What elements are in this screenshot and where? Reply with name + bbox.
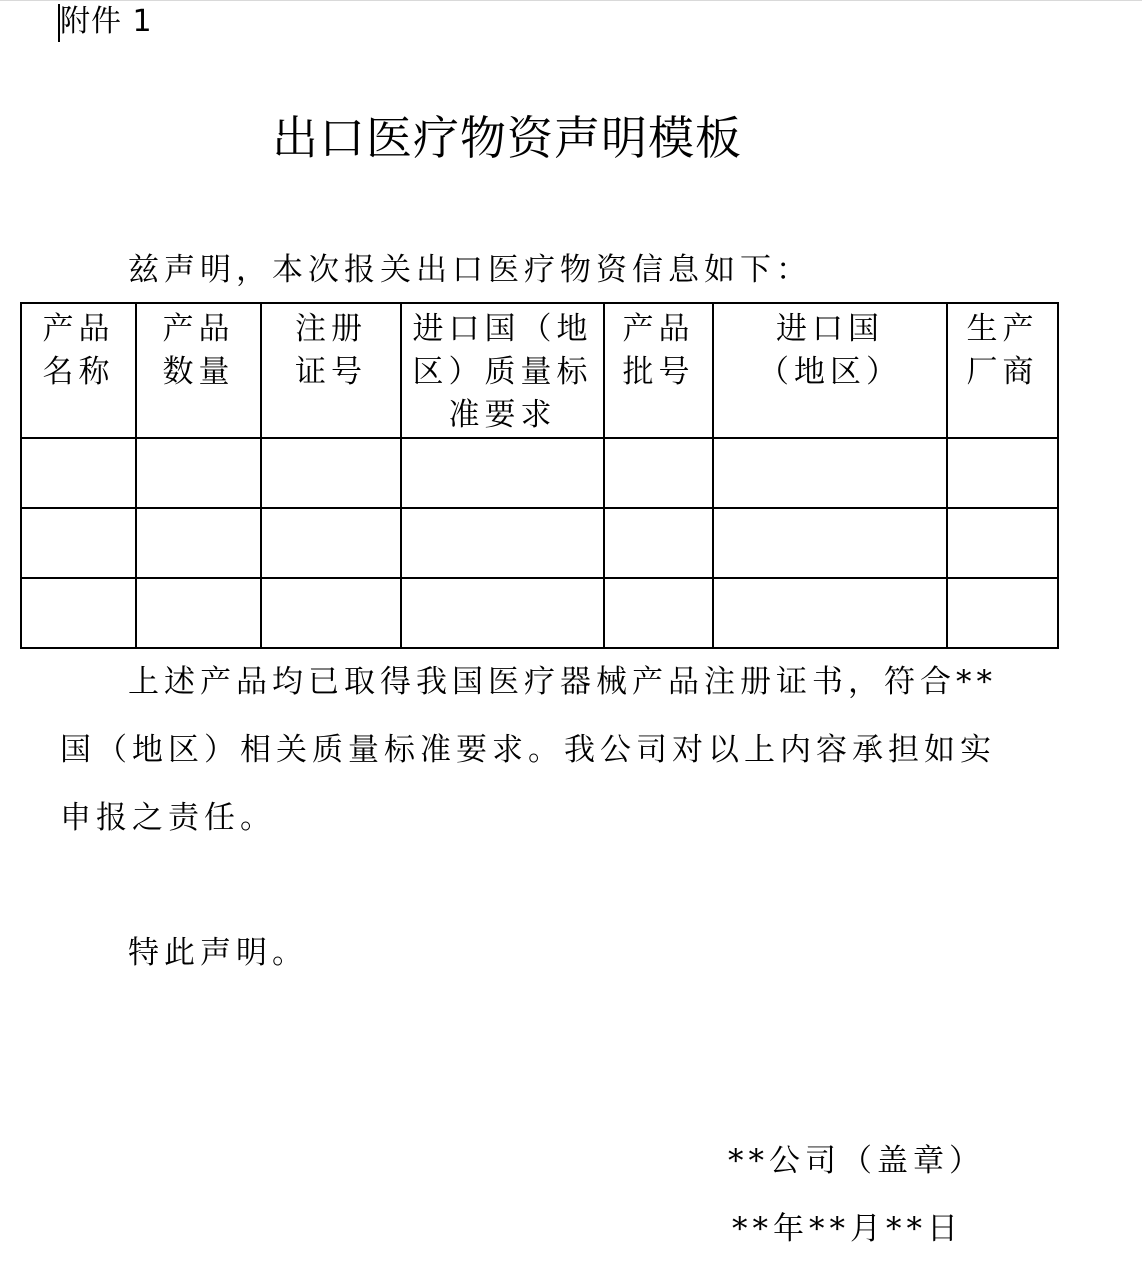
table-cell[interactable] [604, 438, 713, 508]
header-line: 准要求 [448, 397, 557, 433]
signature-date[interactable]: **年**月**日 [732, 1211, 963, 1247]
table-cell[interactable] [21, 508, 136, 578]
header-line: 进口国 [776, 311, 884, 347]
table-cell[interactable] [21, 438, 136, 508]
table-cell[interactable] [401, 508, 604, 578]
attachment-label[interactable]: 附件 1 [60, 4, 153, 39]
header-line: 生产 [966, 311, 1039, 347]
header-line: （地区） [758, 354, 902, 390]
header-manufacturer[interactable] [947, 303, 1058, 438]
header-line: 产品 [622, 311, 695, 347]
header-product-name[interactable] [21, 303, 136, 438]
table-cell[interactable] [136, 508, 261, 578]
header-registration-number[interactable] [261, 303, 401, 438]
intro-statement[interactable]: 兹声明，本次报关出口医疗物资信息如下： [128, 252, 812, 288]
header-line: 批号 [622, 354, 695, 390]
header-line: 区）质量标 [412, 354, 593, 390]
table-row [21, 508, 1058, 578]
header-line: 注册 [295, 311, 367, 347]
header-line: 产品 [42, 311, 115, 347]
table-cell[interactable] [261, 438, 401, 508]
header-line: 产品 [162, 311, 235, 347]
table-cell[interactable] [401, 578, 604, 648]
table-cell[interactable] [261, 508, 401, 578]
table-cell[interactable] [713, 578, 947, 648]
table-row [21, 578, 1058, 648]
header-line: 证号 [295, 354, 367, 390]
table-cell[interactable] [261, 578, 401, 648]
declaration-paragraph-line-2[interactable]: 国（地区）相关质量标准要求。我公司对以上内容承担如实 [60, 732, 996, 768]
header-line: 数量 [162, 354, 235, 390]
table-cell[interactable] [604, 508, 713, 578]
table-cell[interactable] [713, 508, 947, 578]
table-cell[interactable] [136, 578, 261, 648]
header-product-quantity[interactable] [136, 303, 261, 438]
declaration-paragraph-line-1[interactable] [60, 648, 997, 716]
table-cell[interactable] [947, 438, 1058, 508]
header-line: 名称 [42, 354, 115, 390]
table-cell[interactable] [21, 578, 136, 648]
table-cell[interactable] [713, 438, 947, 508]
table-row [21, 438, 1058, 508]
header-line: 进口国（地 [412, 311, 593, 347]
table-cell[interactable] [947, 578, 1058, 648]
page-top-rule [0, 0, 1142, 1]
table-header-row [21, 303, 1058, 438]
header-importing-country-quality-standard[interactable] [401, 303, 604, 438]
table-cell[interactable] [947, 508, 1058, 578]
declaration-paragraph-line-3[interactable]: 申报之责任。 [60, 800, 276, 836]
header-product-batch-number[interactable] [604, 303, 713, 438]
closing-statement[interactable]: 特此声明。 [128, 935, 308, 971]
table-cell[interactable] [136, 438, 261, 508]
paragraph-text: 上述产品均已取得我国医疗器械产品注册证书，符合** [128, 664, 997, 700]
signature-company[interactable]: **公司（盖章） [728, 1143, 985, 1179]
header-line: 厂商 [966, 354, 1039, 390]
table-cell[interactable] [401, 438, 604, 508]
header-importing-country[interactable] [713, 303, 947, 438]
table-cell[interactable] [604, 578, 713, 648]
product-info-table [20, 302, 1059, 649]
document-title[interactable]: 出口医疗物资声明模板 [272, 111, 742, 165]
